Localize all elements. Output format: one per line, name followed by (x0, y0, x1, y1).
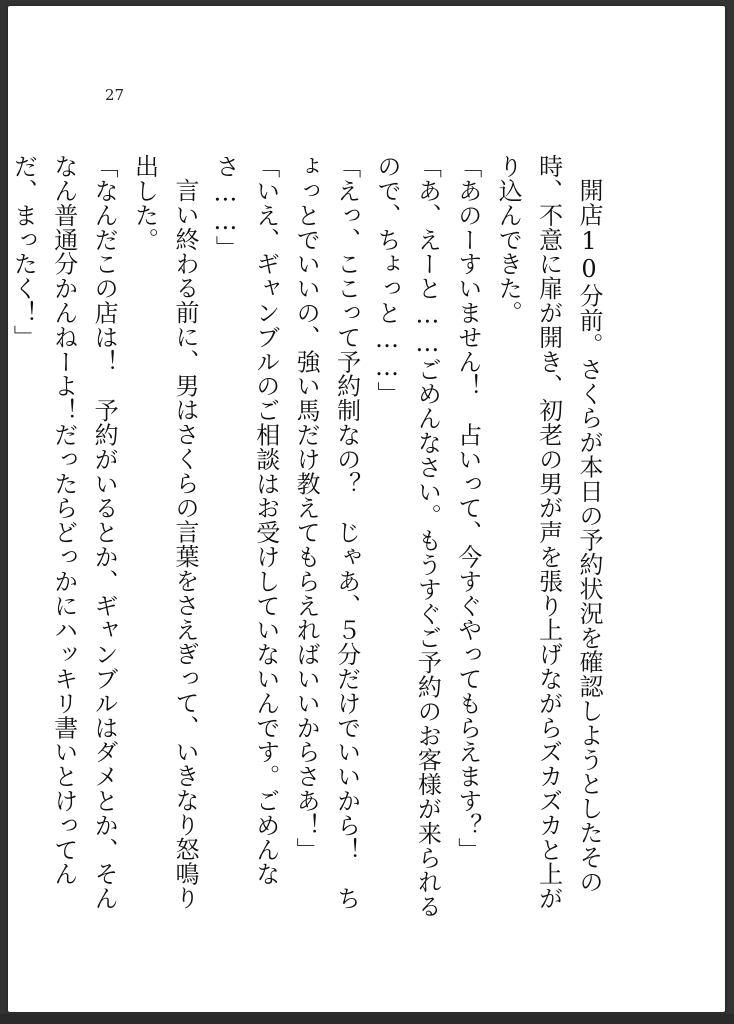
vertical-text-body (0, 154, 609, 924)
paragraph-narration-2: 言い終わる前に、男はさくらの言葉をさえぎって、いきなり怒鳴り出した。 (130, 154, 199, 910)
page-number: 27 (105, 86, 125, 104)
paragraph-narration-1: 開店10分前。さくらが本日の予約状況を確認しようとしたその時、不意に扉が開き、初老の男が声を張り上げながらズカズカと上がり込んできた。 (494, 154, 603, 911)
paragraph-dialogue-3: 「えっ、ここって予約制なの？ じゃあ、５分だけでいいから！ ちょっとでいいの、強い馬だけ教えてもらえればいいからさあ！」 (292, 154, 361, 911)
book-page (8, 6, 725, 1012)
paragraph-dialogue-1: 「あのーすいません！ 占いって、今すぐやってもらえます？」 (453, 154, 482, 862)
paragraph-dialogue-5: 「なんだこの店は！ 予約がいるとか、ギャンブルはダメとか、そんなん普通分かんねーよ！だったらどっかにハッキリ書いとけってんだ、まったく！」 (9, 154, 119, 911)
paragraph-dialogue-4: 「いえ、ギャンブルのご相談はお受けしていないんです。ごめんなさ……」 (211, 154, 280, 886)
paragraph-narration-3 (0, 154, 3, 924)
viewer-bottom-strip (0, 1014, 734, 1024)
paragraph-dialogue-2: 「あ、えーと……ごめんなさい。もうすぐご予約のお客様が来られるので、ちょっと……」 (372, 154, 442, 919)
